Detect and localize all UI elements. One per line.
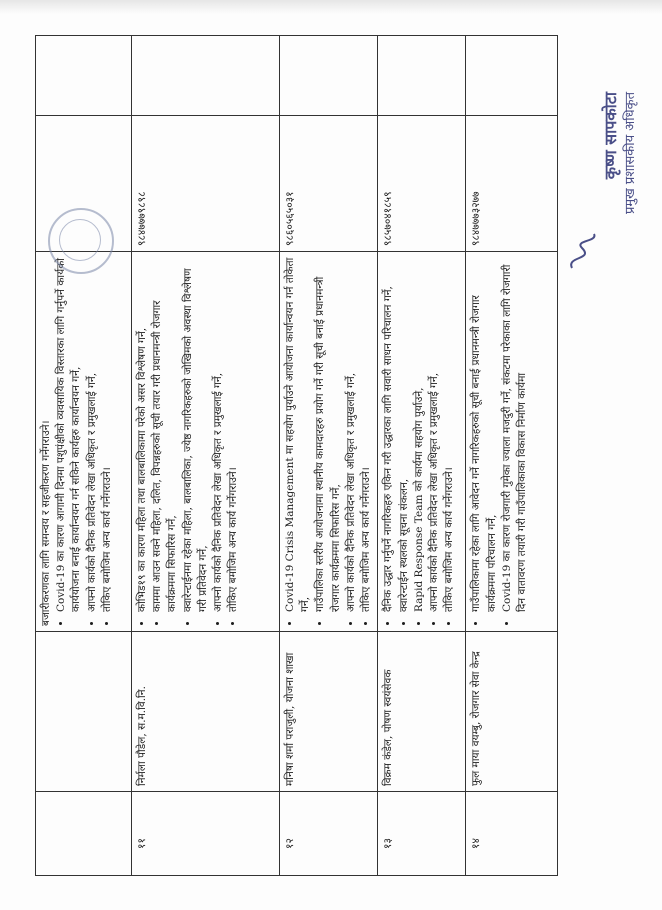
task-list: [381, 257, 457, 626]
list-item: • क्वारेन्टाईन स्थलको सूचना संकलन,: [397, 257, 412, 612]
scan-shadow-edge: [0, 0, 662, 14]
task-list: [283, 257, 374, 626]
phone-cell: ९८४७७७९८९८: [132, 116, 280, 252]
rotated-table-container: [35, 36, 555, 876]
remark-cell: [36, 36, 132, 116]
continuation-intro: बजारीकरणका लागि समन्वय र सहजीकरण गर्नेगराउने।: [40, 420, 52, 626]
list-item: • गाउँपालिकामा रहेका लागि आवेदन गर्ने नागरिकहरुको सूची बनाई प्रधानमन्त्री रोजगार कार्यक्रममा परिचालन गर्ने,: [469, 257, 499, 612]
remark-cell: [466, 36, 558, 116]
signature-block: [560, 92, 650, 252]
remark-cell: [378, 36, 466, 116]
list-item: • क्वारेन्टाईनमा रहेका महिला, बालबालिका, ज्येष्ठ नागरिकहरुको जोखिमको अवस्था विश्लेषण गरी प्रतिवेदन गर्ने,: [181, 257, 211, 612]
office-seal-stamp: [48, 208, 114, 274]
list-item: • तोकिए बमोजिम अन्य कार्य गर्नेगराउने।: [100, 257, 115, 612]
list-item: • Covid-19 का कारण रोजगारी गुमेका ज्याला मजदुरी गर्ने, संकटमा परेकाका लागि रोजगारी दिन वातावरण तयारी गरी गाउँपालिकाका विकास निर्माण कार्यमा: [500, 257, 530, 612]
list-item: • तोकिए बमोजिम अन्य कार्य गर्नेगराउने।: [226, 257, 241, 612]
list-item: • आफ्नो कार्यको दैनिक प्रतिवेदन लेखा अधिकृत र प्रमुखलाई गर्ने,: [427, 257, 442, 612]
sn-cell: १३: [378, 792, 466, 876]
list-item: • Covid-19 का कारण आगामी दिनमा पशुपंक्षीको व्यवसायिक विस्तारका लागि गर्नुपर्ने कार्यको कार्ययोजना बनाई कार्यान्वयन गर्न सकिने कार्यहरु कार्यान्वयन गर्ने,: [54, 257, 84, 612]
sn-cell: [36, 792, 132, 876]
list-item: • आफ्नो कार्यको दैनिक प्रतिवेदन लेखा अधिकृत र प्रमुखलाई गर्ने,: [211, 257, 226, 612]
name-cell: फुल माया वयम्बु, रोजगार सेवा केन्द्र: [466, 632, 558, 792]
name-cell: मनिषा शर्मा पराजुली, योजना शाखा: [280, 632, 378, 792]
signatory-title: प्रमुख प्रशासकीय अधिकृत: [623, 92, 638, 215]
name-cell: [36, 632, 132, 792]
tasks-cell: [280, 252, 378, 632]
name-cell: निर्मला पौडेल, स.म.वि.नि.: [132, 632, 280, 792]
list-item: • काममा आउन सक्ने महिला, दलित, विपन्नहरुको सूची तयार गरी प्रधानमन्त्री रोजगार कार्यक्रममा सिफारिस गर्ने,: [150, 257, 180, 612]
list-item: • तोकिए बमोजिम अन्य कार्य गर्नेगराउने।: [359, 257, 374, 612]
phone-cell: ९८६०५६५०३१: [280, 116, 378, 252]
list-item: • कोभिड१९ का कारण महिला तथा बालबालिकामा परेको असर विश्लेषण गर्ने,: [135, 257, 150, 612]
signatory-name: कृष्ण सापकोटा: [601, 92, 620, 180]
sn-cell: ११: [132, 792, 280, 876]
remark-cell: [280, 36, 378, 116]
task-list: [469, 257, 530, 626]
list-item: • दैनिक उद्धार गर्नुपर्ने नागरिकहरु एकिन गरी उद्धारका लागि सवारी साधन परिचालन गर्ने,: [381, 257, 396, 612]
table-row: [466, 36, 558, 876]
name-cell: विक्रम कंडेल, पोषण स्वयंसेवक: [378, 632, 466, 792]
task-list: [135, 257, 242, 626]
list-item: • Covid-19 Crisis Management मा सहयोग पुर्याउने आयोजना कार्यान्वयन गर्न तोकेता गर्ने,: [283, 257, 313, 612]
list-item: • आफ्नो कार्यको दैनिक प्रतिवेदन लेखा अधिकृत र प्रमुखलाई गर्ने,: [344, 257, 359, 612]
duty-assignment-table: [35, 35, 558, 876]
list-item: • तोकिए बमोजिम अन्य कार्य गर्नेगराउने।: [442, 257, 457, 612]
list-item: • आफ्नो कार्यको दैनिक प्रतिवेदन लेखा अधिकृत र प्रमुखलाई गर्ने,: [85, 257, 100, 612]
table-row-continuation: [36, 36, 132, 876]
remark-cell: [132, 36, 280, 116]
task-list: [54, 257, 115, 626]
tasks-cell: [378, 252, 466, 632]
signature-scribble-icon: [564, 232, 604, 272]
tasks-cell: [466, 252, 558, 632]
tasks-cell: [132, 252, 280, 632]
phone-cell: ९८५७०४१८५९: [378, 116, 466, 252]
table-row: [132, 36, 280, 876]
sn-cell: १४: [466, 792, 558, 876]
table-row: [378, 36, 466, 876]
phone-cell: ९८४७७७३२७७: [466, 116, 558, 252]
list-item: • गाउँपालिका स्तरीय आयोजनामा स्थानीय कामदारहरु प्रयोग गर्ने गरी सूची बनाई प्रधानमन्त्री रोजगार कार्यक्रममा सिफारिस गर्ने,: [313, 257, 343, 612]
table-row: [280, 36, 378, 876]
list-item: • Rapid Response Team को कार्यमा सहयोग पुर्याउने,: [412, 257, 427, 612]
tasks-cell: [36, 252, 132, 632]
sn-cell: १२: [280, 792, 378, 876]
